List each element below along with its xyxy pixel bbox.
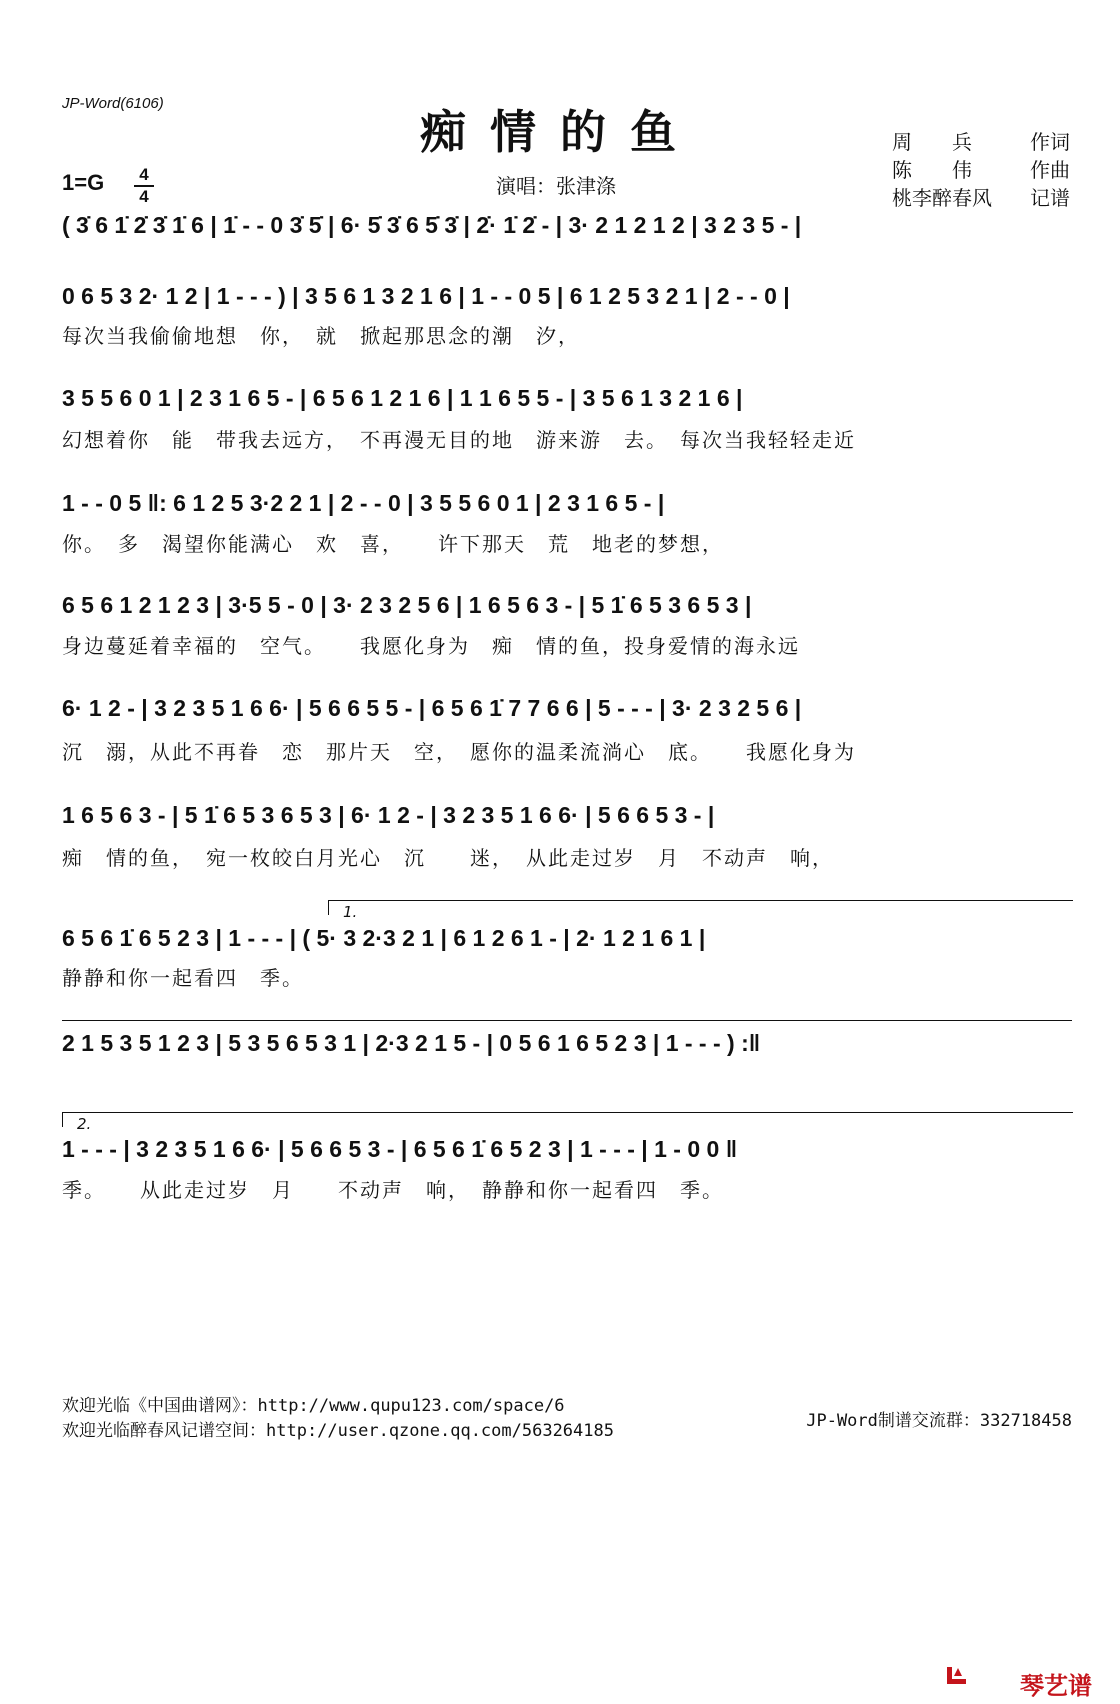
volta-bracket-2 <box>62 1112 1073 1133</box>
score-line-8: 6 5 6 1̇ 6 5 2 3 | 1 - - - | ( 5· 3 2·3 2 1 | 6 1 2 6 1 - | 2· 1 2 1 6 1 | <box>62 925 706 951</box>
credit-role: 记谱 <box>1030 186 1070 210</box>
credit-name: 周 兵 <box>892 130 972 154</box>
volta-label-2: 2. <box>77 1115 92 1133</box>
score-line-6: 6· 1 2 - | 3 2 3 5 1 6 6· | 5 6 6 5 5 - | 6 5 6 1̇ 7 7 6 6 | 5 - - - | 3· 2 3 2 5 6 | <box>62 695 802 721</box>
credits-block <box>892 128 1070 212</box>
lyric-line-5: 身边蔓延着幸福的 空气。 我愿化身为 痴 情的鱼，投身爱情的海永远 <box>62 634 800 658</box>
score-line-5: 6 5 6 1 2 1 2 3 | 3·5 5 - 0 | 3· 2 3 2 5 6 | 1 6 5 6 3 - | 5 1̇ 6 5 3 6 5 3 | <box>62 592 752 618</box>
score-line-7: 1 6 5 6 3 - | 5 1̇ 6 5 3 6 5 3 | 6· 1 2 - | 3 2 3 5 1 6 6· | 5 6 6 5 3 - | <box>62 802 715 828</box>
credit-lyricist <box>892 128 1070 156</box>
volta-bracket-1 <box>328 900 1073 921</box>
time-signature <box>134 166 154 206</box>
credit-transcriber <box>892 184 1070 212</box>
piano-logo-icon <box>944 1662 970 1688</box>
singer-credit: 演唱：张津涤 <box>496 174 616 198</box>
credit-name: 陈 伟 <box>892 158 972 182</box>
brand-name: 琴艺谱 <box>1020 1672 1092 1700</box>
key-signature: 1=G <box>62 170 105 195</box>
lyric-line-6: 沉 溺，从此不再眷 恋 那片天 空， 愿你的温柔流淌心 底。 我愿化身为 <box>62 740 856 764</box>
group-info: JP-Word制谱交流群：332718458 <box>806 1411 1072 1431</box>
lyric-line-8: 静静和你一起看四 季。 <box>62 966 304 990</box>
score-line-4: 1 - - 0 5 ‖: 6 1 2 5 3·2 2 1 | 2 - - 0 | 3 5 5 6 0 1 | 2 3 1 6 5 - | <box>62 490 665 516</box>
lyric-line-10: 季。 从此走过岁 月 不动声 响， 静静和你一起看四 季。 <box>62 1178 724 1202</box>
lyric-line-4: 你。 多 渴望你能满心 欢 喜， 许下那天 荒 地老的梦想， <box>62 532 724 556</box>
version-label: JP-Word(6106) <box>62 95 164 112</box>
score-line-10: 1 - - - | 3 2 3 5 1 6 6· | 5 6 6 5 3 - | 6 5 6 1̇ 6 5 2 3 | 1 - - - | 1 - 0 0 ‖ <box>62 1136 738 1162</box>
score-line-2: 0 6 5 3 2· 1 2 | 1 - - - ) | 3 5 6 1 3 2 1 6 | 1 - - 0 5 | 6 1 2 5 3 2 1 | 2 - - 0 | <box>62 283 790 309</box>
volta-label-1: 1. <box>343 903 358 921</box>
footer-links <box>62 1394 614 1444</box>
footer-link-1[interactable]: 欢迎光临《中国曲谱网》：http://www.qupu123.com/space/6 <box>62 1396 565 1416</box>
credit-role: 作曲 <box>1030 158 1070 182</box>
credit-composer <box>892 156 1070 184</box>
footer-link-2[interactable]: 欢迎光临醉春风记谱空间：http://user.qzone.qq.com/563264185 <box>62 1421 614 1441</box>
page-title: 痴情的鱼 <box>420 105 700 159</box>
lyric-line-7: 痴 情的鱼， 宛一枚皎白月光心 沉 迷， 从此走过岁 月 不动声 响， <box>62 846 834 870</box>
credit-role: 作词 <box>1030 130 1070 154</box>
score-line-1: ( 3̇ 6 1̇ 2̇ 3̇ 1̇ 6 | 1̇ - - 0 3̇ 5̇ | 6· 5̇ 3̇ 6 5̇ 3̇ | 2̇· 1̇ 2̇ - | 3· 2 1 2 1 2 | 3 2 3 5 - | <box>62 212 802 238</box>
lyric-line-3: 幻想着你 能 带我去远方， 不再漫无目的地 游来游 去。 每次当我轻轻走近 <box>62 428 856 452</box>
credit-name: 桃李醉春风 <box>892 186 992 210</box>
score-line-3: 3 5 5 6 0 1 | 2 3 1 6 5 - | 6 5 6 1 2 1 6 | 1 1 6 5 5 - | 3 5 6 1 3 2 1 6 | <box>62 385 743 411</box>
time-sig-top: 4 <box>139 165 149 184</box>
lyric-line-2: 每次当我偷偷地想 你， 就 掀起那思念的潮 汐， <box>62 324 580 348</box>
time-sig-bottom: 4 <box>139 187 149 206</box>
score-line-9: 2 1 5 3 5 1 2 3 | 5 3 5 6 5 3 1 | 2·3 2 1 5 - | 0 5 6 1 6 5 2 3 | 1 - - - ) :‖ <box>62 1030 761 1056</box>
